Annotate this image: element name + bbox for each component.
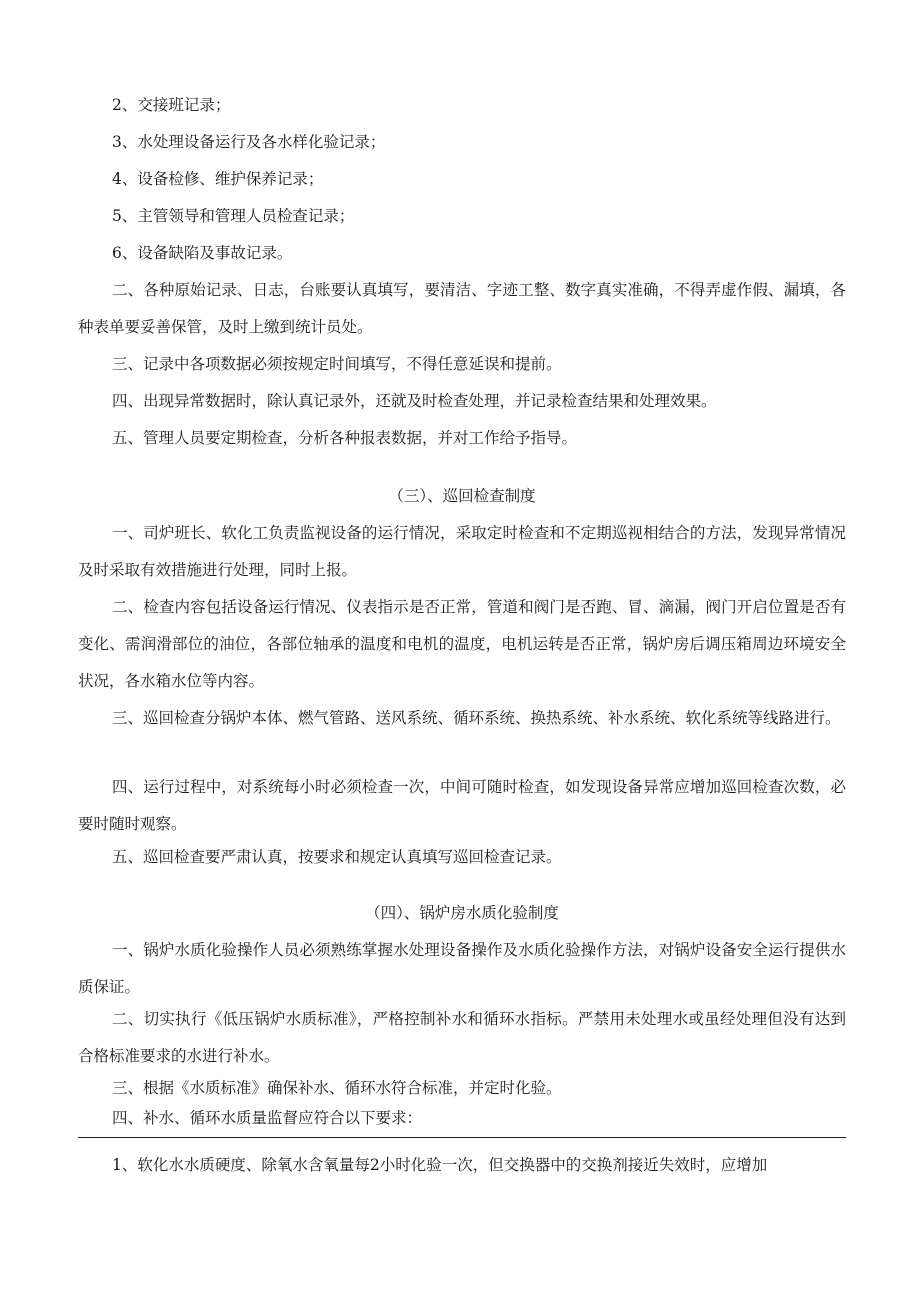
paragraph-records-rule-3: 三、记录中各项数据必须按规定时间填写，不得任意延误和提前。: [112, 355, 562, 373]
paragraph-water-4: 四、补水、循环水质量监督应符合以下要求：: [112, 1109, 423, 1127]
section-title-inspection: （三）、巡回检查制度: [388, 487, 536, 505]
horizontal-rule: [78, 1137, 846, 1138]
paragraph-water-1: 一、锅炉水质化验操作人员必须熟练掌握水处理设备操作及水质化验操作方法，对锅炉设备安全运行提供水质保证。: [78, 941, 846, 996]
paragraph-inspection-1: 一、司炉班长、软化工负责监视设备的运行情况，采取定时检查和不定期巡视相结合的方法，发现异常情况及时采取有效措施进行处理，同时上报。: [78, 524, 846, 579]
paragraph-inspection-2: 二、检查内容包括设备运行情况、仪表指示是否正常，管道和阀门是否跑、冒、滴漏，阀门开启位置是否有变化、需润滑部位的油位，各部位轴承的温度和电机的温度，电机运转是否正常，锅炉房后调压箱周边环境安全状况，各水箱水位等内容。: [78, 598, 846, 690]
paragraph-records-rule-2: 二、各种原始记录、日志，台账要认真填写，要清洁、字迹工整、数字真实准确，不得弄虚作假、漏填，各种表单要妥善保管，及时上缴到统计员处。: [78, 281, 846, 336]
paragraph-inspection-4: 四、运行过程中，对系统每小时必须检查一次，中间可随时检查，如发现设备异常应增加巡回检查次数，必要时随时观察。: [78, 778, 846, 833]
paragraph-inspection-3: 三、巡回检查分锅炉本体、燃气管路、送风系统、循环系统、换热系统、补水系统、软化系统等线路进行。: [112, 709, 841, 727]
paragraph-records-rule-5: 五、管理人员要定期检查，分析各种报表数据，并对工作给予指导。: [112, 429, 578, 447]
list-item-record-3: 3、水处理设备运行及各水样化验记录；: [112, 133, 386, 151]
paragraph-records-rule-4: 四、出现异常数据时，除认真记录外，还就及时检查处理，并记录检查结果和处理效果。: [112, 392, 717, 410]
paragraph-water-requirement-1: 1、软化水水质硬度、除氧水含氧量每2小时化验一次，但交换器中的交换剂接近失效时，应增加: [112, 1156, 768, 1174]
paragraph-water-2: 二、切实执行《低压锅炉水质标准》，严格控制补水和循环水指标。严禁用未处理水或虽经处理但没有达到合格标准要求的水进行补水。: [78, 1010, 846, 1065]
list-item-record-4: 4、设备检修、维护保养记录；: [112, 170, 324, 188]
paragraph-inspection-5: 五、巡回检查要严肃认真，按要求和规定认真填写巡回检查记录。: [112, 848, 562, 866]
paragraph-water-3: 三、根据《水质标准》确保补水、循环水符合标准，并定时化验。: [112, 1079, 562, 1097]
section-title-water-quality: （四）、锅炉房水质化验制度: [365, 904, 559, 922]
list-item-record-5: 5、主管领导和管理人员检查记录；: [112, 207, 355, 225]
list-item-record-6: 6、设备缺陷及事故记录。: [112, 244, 293, 262]
list-item-record-2: 2、交接班记录；: [112, 96, 231, 114]
